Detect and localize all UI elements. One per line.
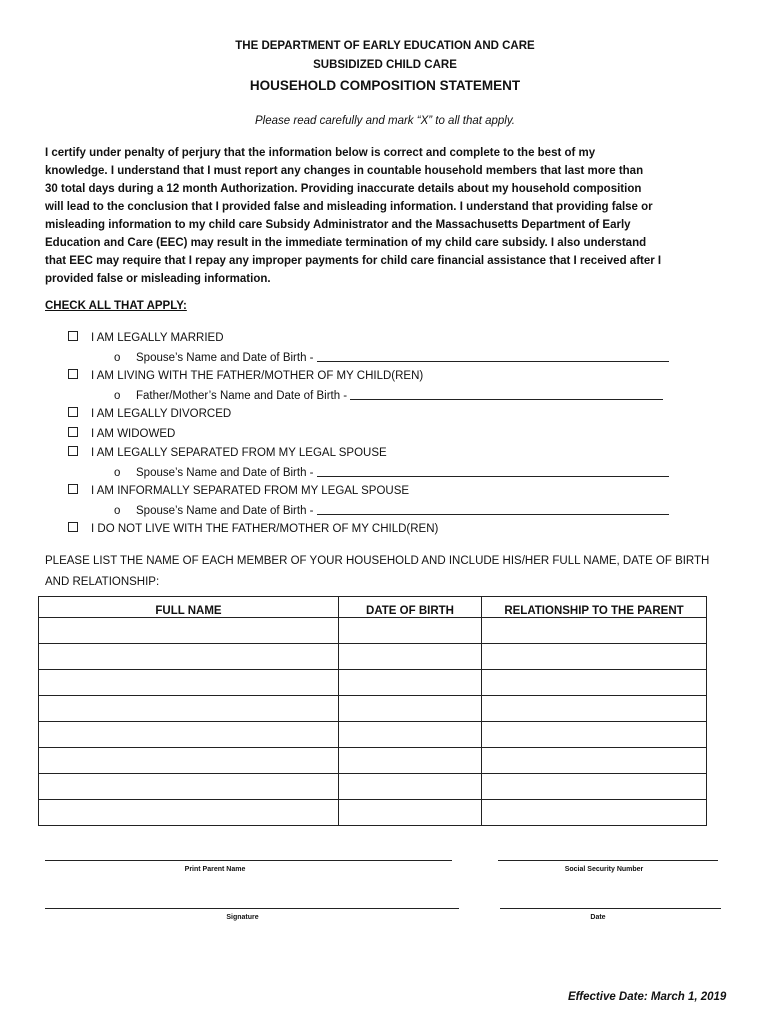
sub-bullet-icon: o bbox=[114, 467, 121, 479]
relationship-cell[interactable] bbox=[482, 670, 707, 696]
full-name-cell[interactable] bbox=[39, 670, 339, 696]
full-name-cell[interactable] bbox=[39, 696, 339, 722]
table-row bbox=[39, 722, 707, 748]
date-of-birth-cell[interactable] bbox=[339, 696, 482, 722]
date-label: Date bbox=[590, 914, 606, 921]
table-row bbox=[39, 618, 707, 644]
effective-date: Effective Date: March 1, 2019 bbox=[568, 991, 727, 1003]
relationship-cell[interactable] bbox=[482, 800, 707, 826]
table-row bbox=[39, 748, 707, 774]
full-name-cell[interactable] bbox=[39, 722, 339, 748]
checkbox[interactable] bbox=[68, 407, 78, 417]
form-title: HOUSEHOLD COMPOSITION STATEMENT bbox=[249, 78, 521, 93]
option-legally-married bbox=[68, 331, 224, 344]
sub-bullet-icon: o bbox=[114, 505, 121, 517]
option-living-with-parent bbox=[68, 369, 423, 382]
table-row bbox=[39, 644, 707, 670]
relationship-cell[interactable] bbox=[482, 774, 707, 800]
checkbox[interactable] bbox=[68, 446, 78, 456]
full-name-cell[interactable] bbox=[39, 748, 339, 774]
checkbox[interactable] bbox=[68, 331, 78, 341]
date-of-birth-cell[interactable] bbox=[339, 618, 482, 644]
relationship-cell[interactable] bbox=[482, 748, 707, 774]
date-line[interactable] bbox=[500, 908, 721, 909]
certification-paragraph bbox=[45, 144, 735, 288]
checkbox[interactable] bbox=[68, 427, 78, 437]
sub-label: Father/Mother’s Name and Date of Birth - bbox=[136, 390, 351, 402]
instruction-text: Please read carefully and mark “X” to all that apply. bbox=[255, 115, 515, 127]
sub-label: Spouse’s Name and Date of Birth - bbox=[136, 467, 317, 479]
full-name-cell[interactable] bbox=[39, 618, 339, 644]
spouse-name-dob-field bbox=[114, 465, 669, 479]
table-row bbox=[39, 670, 707, 696]
date-of-birth-cell[interactable] bbox=[339, 774, 482, 800]
date-of-birth-cell[interactable] bbox=[339, 748, 482, 774]
check-all-heading: CHECK ALL THAT APPLY: bbox=[45, 300, 187, 312]
spouse-name-dob-input[interactable] bbox=[317, 350, 669, 362]
option-label: I DO NOT LIVE WITH THE FATHER/MOTHER OF MY CHILD(REN) bbox=[91, 523, 439, 535]
print-parent-name-label: Print Parent Name bbox=[184, 866, 246, 873]
ssn-label: Social Security Number bbox=[564, 866, 644, 873]
spouse-name-dob-input[interactable] bbox=[317, 465, 669, 477]
full-name-cell[interactable] bbox=[39, 800, 339, 826]
household-members-table bbox=[38, 596, 707, 826]
print-parent-name-line[interactable] bbox=[45, 860, 452, 861]
parent-name-dob-field bbox=[114, 388, 663, 402]
certification-line: 30 total days during a 12 month Authorization. Providing inaccurate details about my household composition bbox=[45, 183, 642, 195]
option-not-living-with-parent bbox=[68, 522, 438, 535]
household-instruction-line: PLEASE LIST THE NAME OF EACH MEMBER OF YOUR HOUSEHOLD AND INCLUDE HIS/HER FULL NAME, DATE OF BIRTH bbox=[45, 555, 710, 567]
column-header-date-of-birth: DATE OF BIRTH bbox=[339, 597, 482, 618]
table-row bbox=[39, 774, 707, 800]
certification-line: misleading information to my child care Subsidy Administrator and the Massachusetts Department of Early bbox=[45, 219, 631, 231]
option-label: I AM WIDOWED bbox=[91, 428, 176, 440]
table-header-row bbox=[39, 597, 707, 618]
signature-line[interactable] bbox=[45, 908, 459, 909]
spouse-name-dob-field bbox=[114, 350, 669, 364]
certification-line: Education and Care (EEC) may result in the immediate termination of my child care subsidy. I also understand bbox=[45, 237, 647, 249]
program-heading: SUBSIDIZED CHILD CARE bbox=[313, 59, 457, 71]
table-body bbox=[39, 618, 707, 826]
full-name-cell[interactable] bbox=[39, 774, 339, 800]
household-instruction bbox=[45, 551, 735, 593]
checkbox[interactable] bbox=[68, 484, 78, 494]
certification-line: I certify under penalty of perjury that the information below is correct and complete to the best of my bbox=[45, 147, 596, 159]
signature-label: Signature bbox=[226, 914, 259, 921]
certification-line: knowledge. I understand that I must report any changes in countable household members that last more than bbox=[45, 165, 644, 177]
column-header-relationship: RELATIONSHIP TO THE PARENT bbox=[482, 597, 707, 618]
option-label: I AM LIVING WITH THE FATHER/MOTHER OF MY CHILD(REN) bbox=[91, 370, 424, 382]
date-of-birth-cell[interactable] bbox=[339, 722, 482, 748]
department-heading: THE DEPARTMENT OF EARLY EDUCATION AND CARE bbox=[235, 40, 535, 52]
relationship-cell[interactable] bbox=[482, 722, 707, 748]
certification-line: will lead to the conclusion that I provided false and misleading information. I understand that providing false or bbox=[45, 201, 653, 213]
relationship-cell[interactable] bbox=[482, 644, 707, 670]
checkbox[interactable] bbox=[68, 369, 78, 379]
full-name-cell[interactable] bbox=[39, 644, 339, 670]
date-of-birth-cell[interactable] bbox=[339, 644, 482, 670]
relationship-cell[interactable] bbox=[482, 696, 707, 722]
sub-label: Spouse’s Name and Date of Birth - bbox=[136, 505, 317, 517]
certification-line: provided false or misleading information. bbox=[45, 273, 271, 285]
sub-bullet-icon: o bbox=[114, 352, 121, 364]
spouse-name-dob-input[interactable] bbox=[317, 503, 669, 515]
option-label: I AM LEGALLY MARRIED bbox=[91, 332, 224, 344]
table-row bbox=[39, 800, 707, 826]
option-label: I AM INFORMALLY SEPARATED FROM MY LEGAL SPOUSE bbox=[91, 485, 410, 497]
column-header-full-name: FULL NAME bbox=[39, 597, 339, 618]
parent-name-dob-input[interactable] bbox=[350, 388, 663, 400]
certification-line: that EEC may require that I repay any improper payments for child care financial assistance that I received after I bbox=[45, 255, 662, 267]
ssn-line[interactable] bbox=[498, 860, 718, 861]
option-legally-divorced bbox=[68, 407, 231, 420]
spouse-name-dob-field bbox=[114, 503, 669, 517]
option-legally-separated bbox=[68, 446, 387, 459]
sub-bullet-icon: o bbox=[114, 390, 121, 402]
option-informally-separated bbox=[68, 484, 409, 497]
option-label: I AM LEGALLY SEPARATED FROM MY LEGAL SPOUSE bbox=[91, 447, 387, 459]
option-label: I AM LEGALLY DIVORCED bbox=[91, 408, 232, 420]
table-row bbox=[39, 696, 707, 722]
date-of-birth-cell[interactable] bbox=[339, 670, 482, 696]
relationship-cell[interactable] bbox=[482, 618, 707, 644]
sub-label: Spouse’s Name and Date of Birth - bbox=[136, 352, 317, 364]
date-of-birth-cell[interactable] bbox=[339, 800, 482, 826]
option-widowed bbox=[68, 427, 175, 440]
household-instruction-line: AND RELATIONSHIP: bbox=[45, 576, 160, 588]
checkbox[interactable] bbox=[68, 522, 78, 532]
